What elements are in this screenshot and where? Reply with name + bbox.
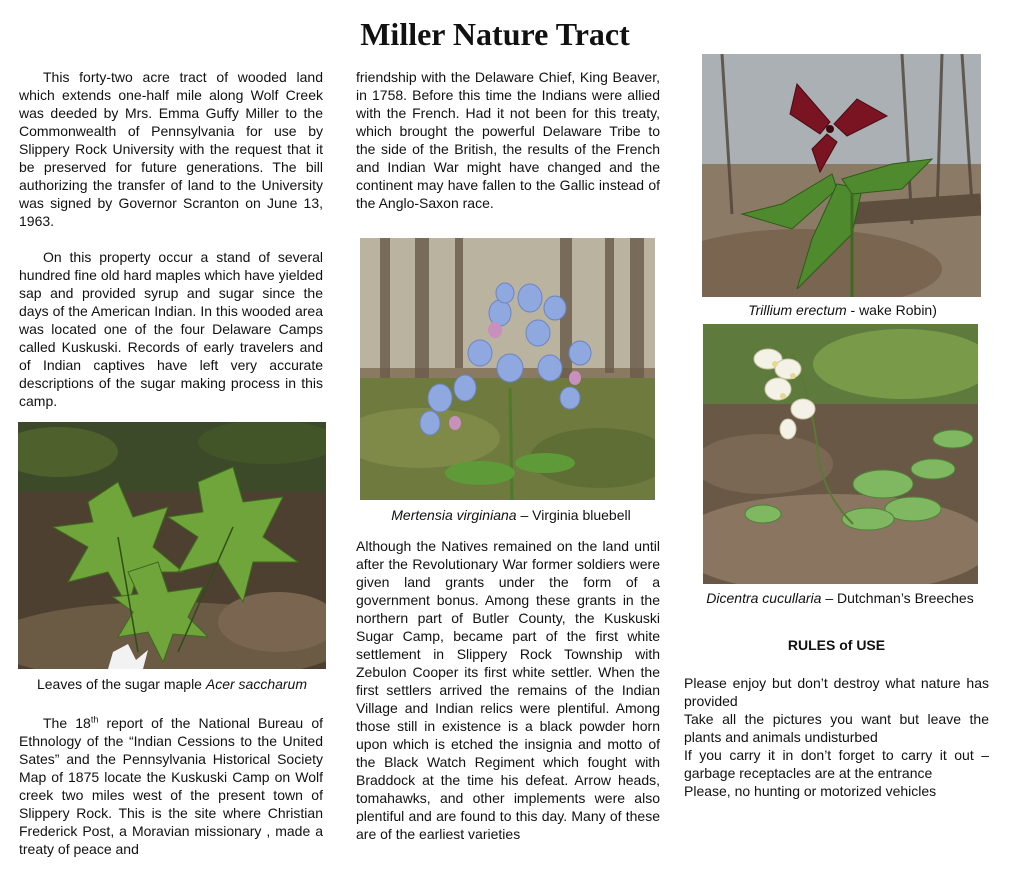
bluebell-caption-text: – Virginia bluebell (516, 507, 631, 523)
rule-item: Take all the pictures you want but leave the plants and animals undisturbed (684, 711, 989, 745)
treaty-paragraph: friendship with the Delaware Chief, King Beaver, in 1758. Before this time the Indians were allied with the French. Had it not been for this treaty, which brought the powerful Delaware Tribe to the side of the British, the results of the French and Indian War might have changed and the continent may have fallen to the Gallic instead of the Anglo-Saxon race. (356, 69, 660, 211)
rule-item: Please enjoy but don’t destroy what nature has provided (684, 675, 989, 709)
virginia-bluebell-photo (360, 238, 655, 500)
dicentra-caption (690, 589, 990, 607)
ethnology-text-b: report of the National Bureau of Ethnology of the “Indian Cessions to the United Sates” and the Pennsylvania Historical Society Map of 1875 locate the Kuskuski Camp on Wolf creek two miles west of the present town of Slippery Rock. This is the site where Christian Frederick Post, a Moravian missionary , made a treaty of peace and (19, 715, 323, 857)
rule-item: Please, no hunting or motorized vehicles (684, 783, 937, 799)
column-2-top-text (356, 68, 660, 212)
ethnology-paragraph-block (19, 714, 323, 858)
page-title: Miller Nature Tract (360, 16, 630, 52)
rule-item: If you carry it in don’t forget to carry it out – garbage receptacles are at the entrance (684, 747, 989, 781)
trillium-photo (702, 54, 981, 297)
ethnology-paragraph (19, 714, 323, 858)
trillium-caption-latin: Trillium erectum (748, 302, 847, 318)
rules-list (684, 674, 989, 800)
trillium-caption (700, 301, 985, 319)
sugar-maple-photo (18, 422, 326, 669)
column-1-text (19, 68, 323, 410)
dicentra-caption-latin: Dicentra cucullaria (706, 590, 822, 606)
ethnology-text-a: The 18 (43, 715, 91, 731)
bluebell-caption-latin: Mertensia virginiana (391, 507, 517, 523)
column-2-bottom-text (356, 537, 660, 843)
trillium-caption-text: - wake Robin) (846, 302, 937, 318)
rules-heading: RULES of USE (787, 637, 886, 653)
intro-paragraph: This forty-two acre tract of wooded land which extends one-half mile along Wolf Creek was deeded by Mrs. Emma Guffy Miller to the Commonwealth of Pennsylvania for use by Slippery Rock University with the request that it be preserved for future generations. The bill authorizing the transfer of land to the University was signed by Governor Scranton on June 13, 1963. (19, 69, 323, 229)
maple-caption-text: Leaves of the sugar maple (36, 676, 206, 692)
dicentra-caption-text: – Dutchman’s Breeches (821, 590, 974, 606)
maple-caption-latin: Acer saccharum (205, 676, 308, 692)
settlement-paragraph: Although the Natives remained on the land until after the Revolutionary War former soldiers were given land grants under the form of a government bonus. Among these grants in the northern part of Butler County, the Kuskuski Sugar Camp, became part of the first white settlement in Slippery Rock Township with Zebulon Cooper its first white settler. When the first settlers arrived the remains of the Indian Village and Indian relics were plentiful. Among those still in existence is a black powder horn upon which is etched the insignia and motto of the Black Watch Regiment which fought with Braddock at the time his defeat. Arrow heads, tomahawks, and other implements were also plentiful and are found to this day. Many of these are of the earliest varieties (356, 538, 660, 842)
dutchmans-breeches-photo (703, 324, 978, 584)
bluebell-caption (356, 506, 666, 524)
maple-caption (18, 675, 326, 693)
maples-paragraph: On this property occur a stand of several hundred fine old hard maples which have yielded sap and provided syrup and sugar since the days of the American Indian. In this wooded area was located one of the four Delaware Camps called Kuskuski. Records of early travelers and of Indian captives have left very accurate descriptions of the sugar making process in this camp. (19, 249, 323, 409)
ethnology-superscript: th (90, 714, 99, 725)
